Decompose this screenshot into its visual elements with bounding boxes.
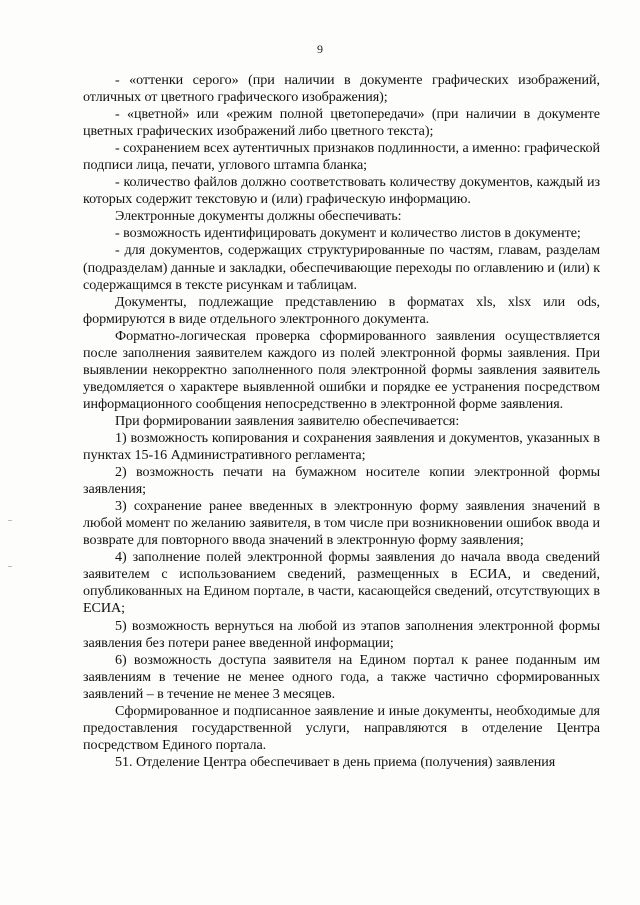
paragraph: - количество файлов должно соответствовать количеству документов, каждый из которых содержит текстовую и (или) графическую информацию.: [83, 174, 600, 208]
paragraph: 5) возможность вернуться на любой из этапов заполнения электронной формы заявления без потери ранее введенной информации;: [83, 617, 600, 651]
paragraph: Форматно-логическая проверка сформированного заявления осуществляется после заполнения заявителем каждого из полей электронной формы заявления. При выявлении некорректно заполненного поля электронной формы заявления заявитель уведомляется о характере выявленной ошибки и порядке ее устранения посредством информационного сообщения непосредственно в электронной форме заявления.: [83, 327, 600, 412]
paragraph: 51. Отделение Центра обеспечивает в день приема (получения) заявления: [115, 753, 556, 770]
margin-mark: [8, 520, 12, 521]
margin-mark: [8, 566, 12, 567]
document-body: [83, 72, 600, 771]
page-number: 9: [317, 42, 323, 56]
paragraph: Сформированное и подписанное заявление и иные документы, необходимые для предоставления государственной услуги, направляются в отделение Центра посредством Единого портала.: [83, 702, 600, 753]
paragraph: - «цветной» или «режим полной цветопередачи» (при наличии в документе цветных графических изображений либо цветного текста);: [83, 106, 600, 140]
paragraph: - «оттенки серого» (при наличии в документе графических изображений, отличных от цветного графического изображения);: [83, 72, 600, 106]
paragraph: 4) заполнение полей электронной формы заявления до начала ввода сведений заявителем с использованием сведений, размещенных в ЕСИА, и сведений, опубликованных на Едином портале, в части, касающейся сведений, отсутствующих в ЕСИА;: [83, 549, 600, 617]
paragraph: Электронные документы должны обеспечивать:: [115, 208, 402, 225]
paragraph: - для документов, содержащих структурированные по частям, главам, разделам (подразделам) данные и закладки, обеспечивающие переходы по оглавлению и (или) к содержащимся в тексте рисункам и таблицам.: [83, 242, 600, 293]
paragraph: Документы, подлежащие представлению в форматах xls, xlsx или ods, формируются в виде отдельного электронного документа.: [83, 293, 600, 327]
paragraph: При формировании заявления заявителю обеспечивается:: [115, 412, 460, 429]
paragraph: - сохранением всех аутентичных признаков подлинности, а именно: графической подписи лица, печати, углового штампа бланка;: [83, 140, 600, 174]
paragraph: 3) сохранение ранее введенных в электронную форму заявления значений в любой момент по желанию заявителя, в том числе при возникновении ошибок ввода и возврате для повторного ввода значений в электронную форму заявления;: [83, 498, 600, 549]
paragraph: 2) возможность печати на бумажном носителе копии электронной формы заявления;: [83, 464, 600, 498]
paragraph: 1) возможность копирования и сохранения заявления и документов, указанных в пунктах 15-16 Административного регламента;: [83, 429, 600, 464]
paragraph: 6) возможность доступа заявителя на Едином портал к ранее поданным им заявлениям в течение не менее одного года, а также частично сформированных заявлений – в течение не менее 3 месяцев.: [83, 651, 600, 702]
paragraph: - возможность идентифицировать документ и количество листов в документе;: [115, 225, 581, 242]
